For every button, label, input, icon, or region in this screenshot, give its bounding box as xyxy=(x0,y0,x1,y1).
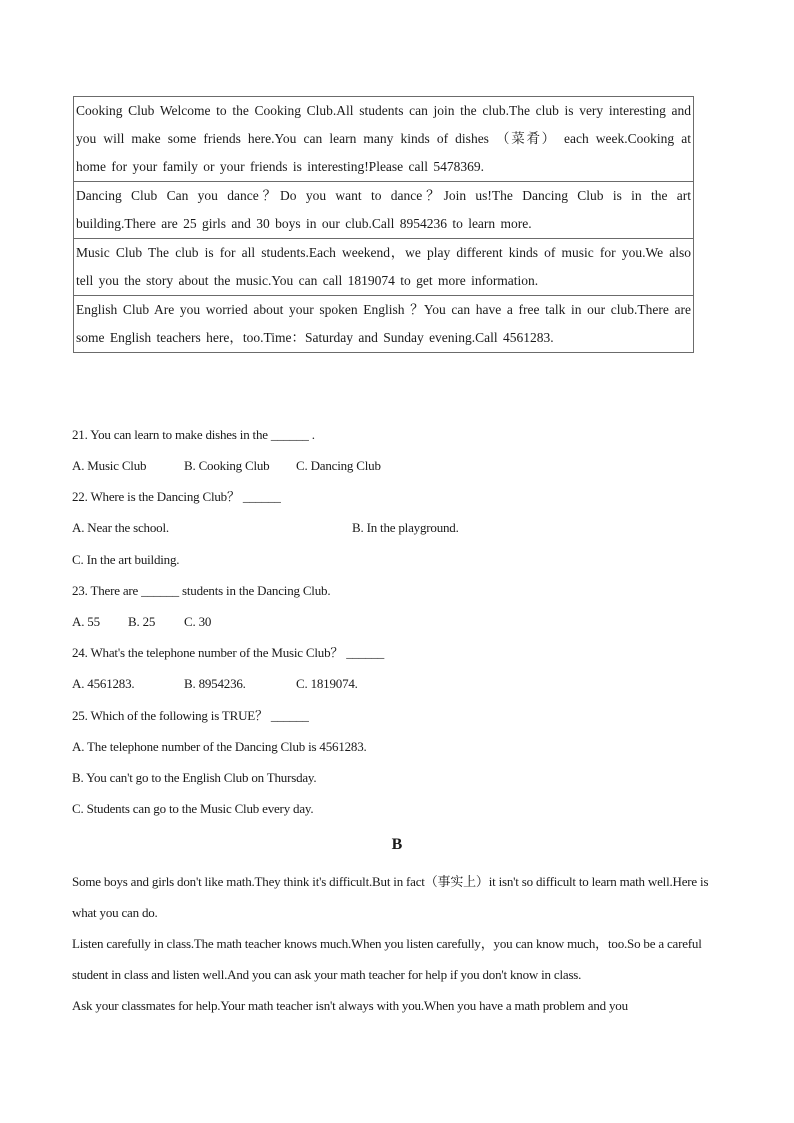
question-24-options xyxy=(72,676,358,692)
option-22a: A. Near the school. xyxy=(72,520,169,535)
music-club-ad: Music Club The club is for all students.Each weekend，we play different kinds of music for you.We also tell you the story about the music.You can call 1819074 to get more information. xyxy=(74,238,693,295)
option-25b: B. You can't go to the English Club on Thursday. xyxy=(72,770,317,785)
option-21b: B. Cooking Club xyxy=(184,458,270,473)
option-25a: A. The telephone number of the Dancing Club is 4561283. xyxy=(72,739,367,754)
question-21-stem: 21. You can learn to make dishes in the ______ . xyxy=(72,427,315,442)
option-22c: C. In the art building. xyxy=(72,552,180,567)
passage-paragraph-3: Ask your classmates for help.Your math teacher isn't always with you.When you have a math problem and you xyxy=(72,998,628,1013)
passage-paragraph-2: Listen carefully in class.The math teacher knows much.When you listen carefully，you can know much，too.So be a careful student in class and listen well.And you can ask your math teacher for help if you don't know in class. xyxy=(72,936,702,982)
option-24a: A. 4561283. xyxy=(72,676,135,691)
option-24c: C. 1819074. xyxy=(296,676,358,691)
option-21c: C. Dancing Club xyxy=(296,458,381,473)
option-25c: C. Students can go to the Music Club every day. xyxy=(72,801,314,816)
passage-paragraph-1: Some boys and girls don't like math.They think it's difficult.But in fact（事实上）it isn't so difficult to learn math well.Here is what you can do. xyxy=(72,874,709,920)
section-b-title: B xyxy=(391,836,403,853)
cooking-club-ad: Cooking Club Welcome to the Cooking Club.All students can join the club.The club is very interesting and you will make some friends here.You can learn many kinds of dishes （菜肴） each week.Cooking at home for your family or your friends is interesting!Please call 5478369. xyxy=(76,103,691,174)
option-23a: A. 55 xyxy=(72,614,100,629)
clubs-table xyxy=(73,96,694,353)
question-22-options-ab xyxy=(72,520,459,536)
english-club-ad: English Club Are you worried about your spoken English ？You can have a free talk in our club.There are some English teachers here，too.Time：Saturday and Sunday evening.Call 4561283. xyxy=(74,295,693,352)
option-23b: B. 25 xyxy=(128,614,156,629)
option-22b: B. In the playground. xyxy=(352,520,459,535)
option-24b: B. 8954236. xyxy=(184,676,246,691)
question-23-stem: 23. There are ______ students in the Dancing Club. xyxy=(72,583,331,598)
question-23-options xyxy=(72,614,211,630)
question-25-stem: 25. Which of the following is TRUE？ ______ xyxy=(72,708,309,723)
question-21-options xyxy=(72,458,381,474)
option-23c: C. 30 xyxy=(184,614,212,629)
option-21a: A. Music Club xyxy=(72,458,147,473)
question-24-stem: 24. What's the telephone number of the Music Club？ ______ xyxy=(72,645,385,660)
question-22-stem: 22. Where is the Dancing Club？ ______ xyxy=(72,489,281,504)
dancing-club-ad: Dancing Club Can you dance？Do you want to dance？Join us!The Dancing Club is in the art building.There are 25 girls and 30 boys in our club.Call 8954236 to learn more. xyxy=(74,181,693,238)
